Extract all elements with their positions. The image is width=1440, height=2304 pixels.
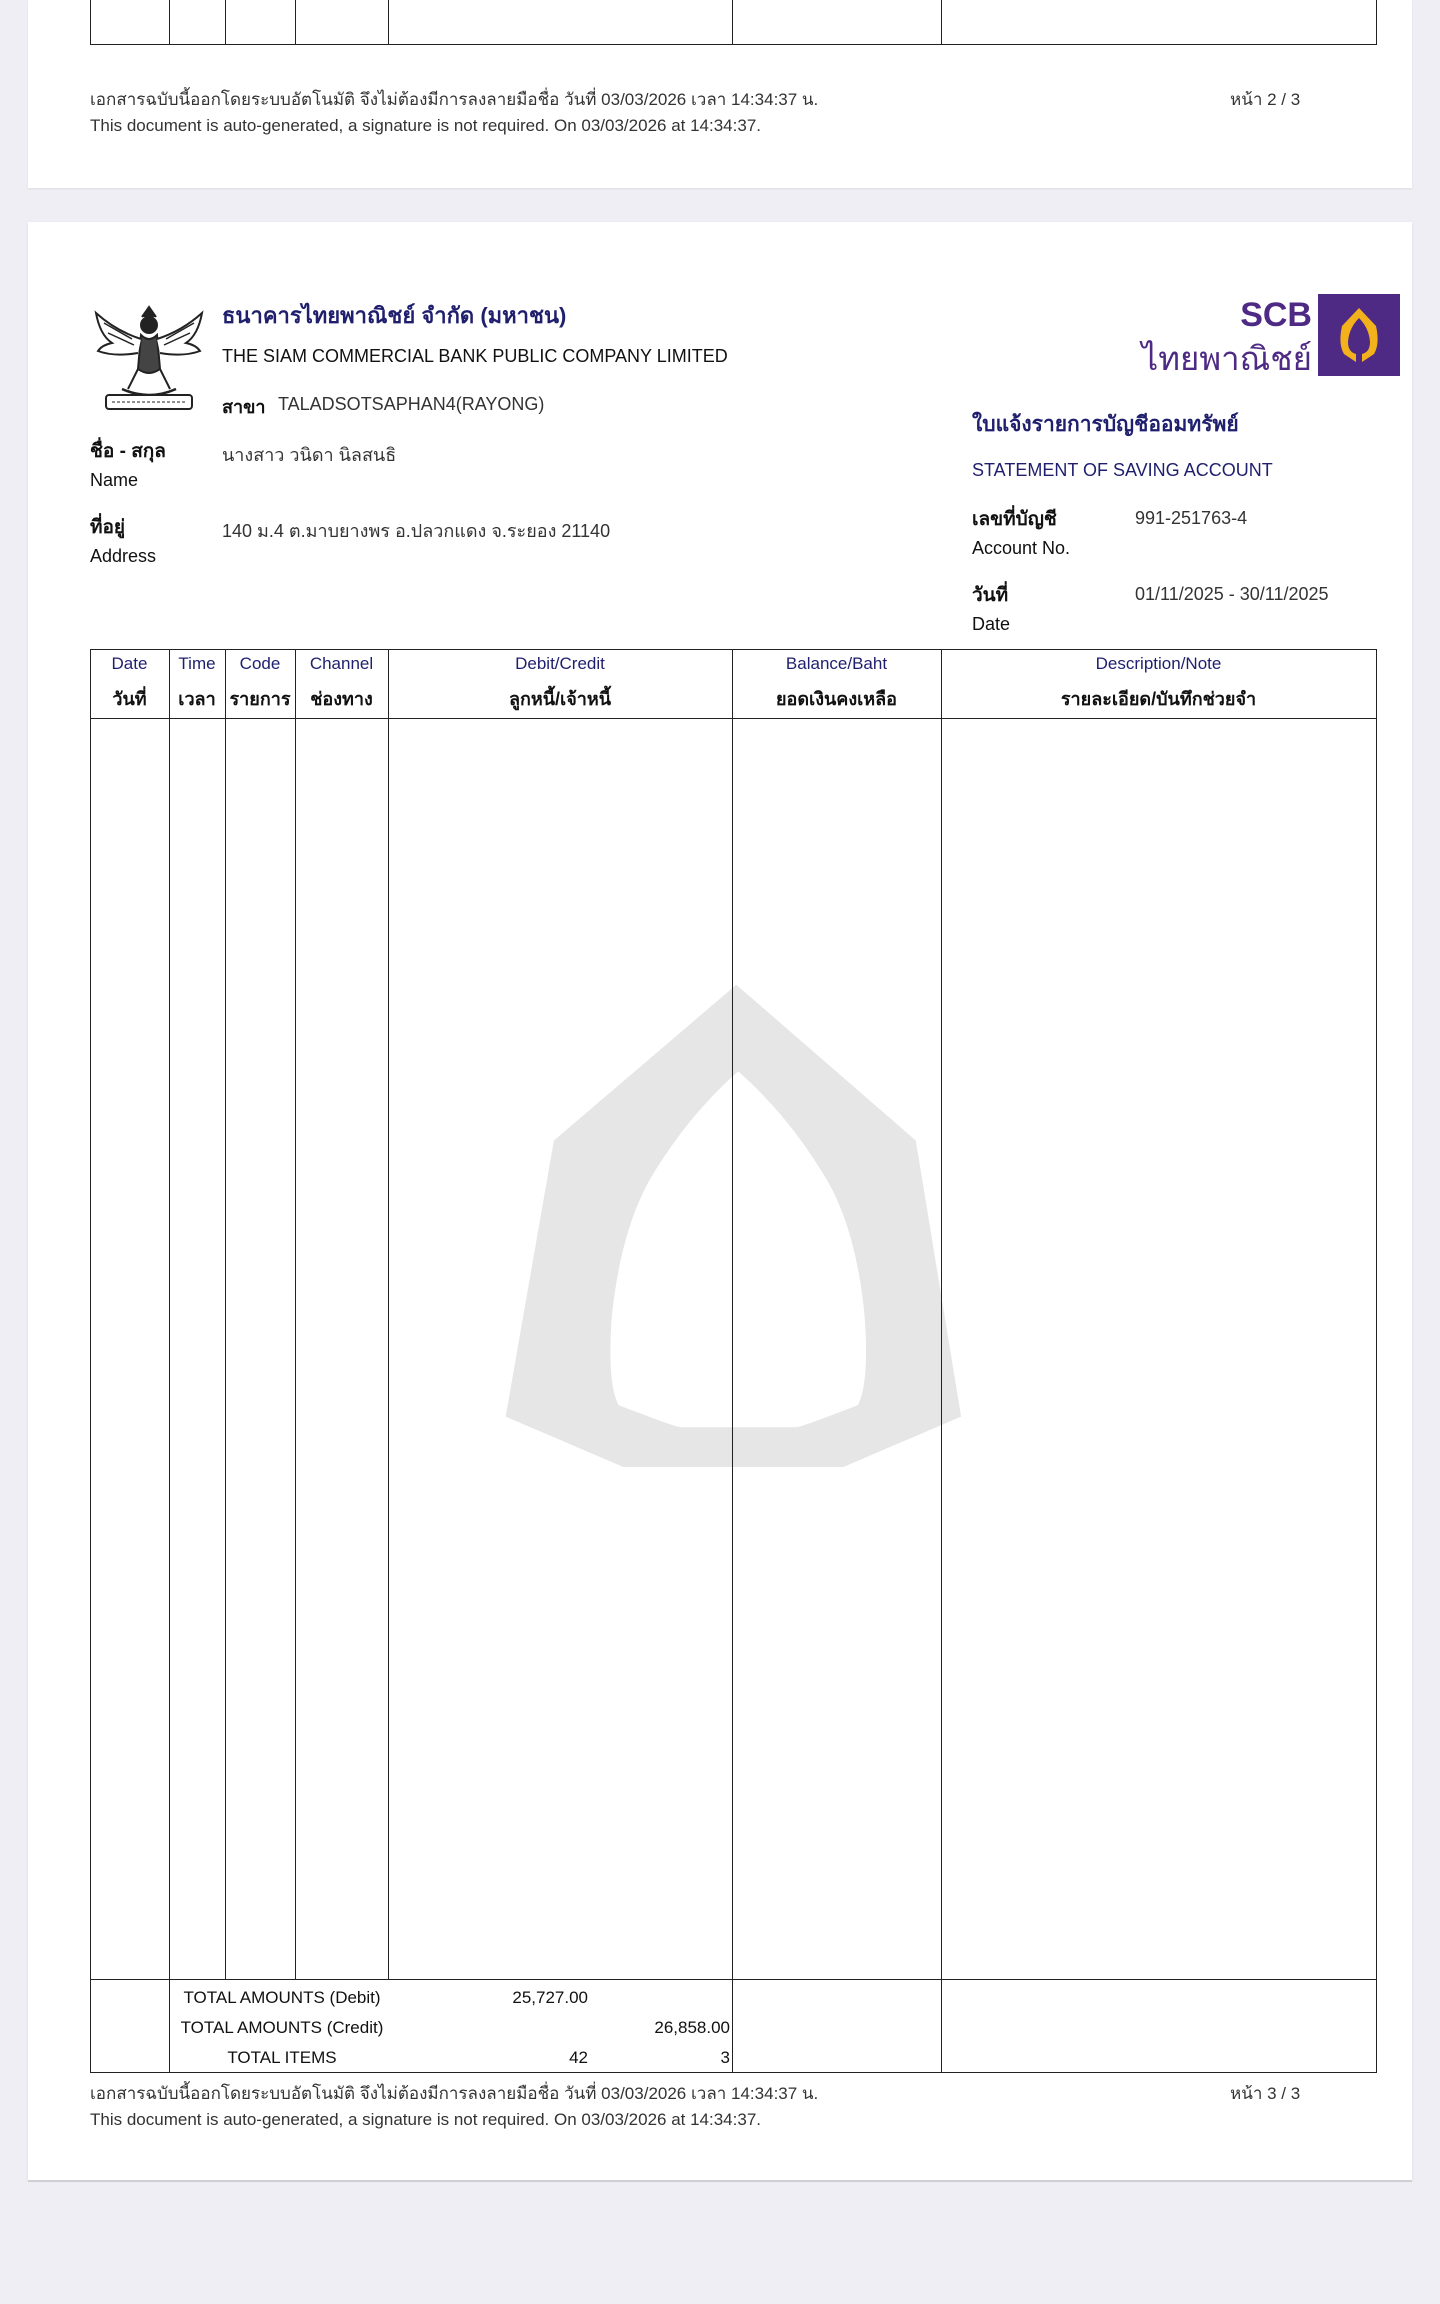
total-credit-label: TOTAL AMOUNTS (Credit) xyxy=(180,2018,384,2037)
table-border xyxy=(169,649,170,2073)
table-border xyxy=(90,0,91,44)
footer-note-en: This document is auto-generated, a signature is not required. On 03/03/2026 at 14:34:37. xyxy=(90,2110,761,2129)
footer-note-th: เอกสารฉบับนี้ออกโดยระบบอัตโนมัติ จึงไม่ต้องมีการลงลายมือชื่อ วันที่ 03/03/2026 เวลา 14:34:37 น. xyxy=(90,2084,819,2103)
table-border xyxy=(732,649,733,2073)
name-label-th: ชื่อ - สกุล xyxy=(90,441,166,462)
table-border xyxy=(295,0,296,44)
account-label-en: Account No. xyxy=(972,538,1071,558)
total-items-debit: 42 xyxy=(569,2048,588,2067)
table-border xyxy=(90,44,1377,45)
table-border xyxy=(90,649,1377,650)
column-header-debit-credit-th: ลูกหนี้/เจ้าหนี้ xyxy=(508,689,612,709)
date-label-th: วันที่ xyxy=(972,585,1009,606)
garuda-emblem-icon xyxy=(92,305,206,417)
total-items-credit: 3 xyxy=(720,2048,730,2067)
table-border xyxy=(225,0,226,44)
branch-value: TALADSOTSAPHAN4(RAYONG) xyxy=(278,394,545,414)
total-debit-value: 25,727.00 xyxy=(512,1988,588,2007)
table-border xyxy=(225,649,226,1980)
page-number: หน้า 3 / 3 xyxy=(1230,2084,1301,2103)
column-header-channel-th: ช่องทาง xyxy=(310,689,373,709)
footer-note-en: This document is auto-generated, a signature is not required. On 03/03/2026 at 14:34:37. xyxy=(90,116,761,135)
column-header-time-th: เวลา xyxy=(178,689,216,709)
page-number: หน้า 2 / 3 xyxy=(1230,90,1301,109)
column-header-balance-th: ยอดเงินคงเหลือ xyxy=(776,689,897,709)
date-label-en: Date xyxy=(972,614,1011,634)
name-value: นางสาว วนิดา นิลสนธิ xyxy=(222,445,397,465)
scb-logo-mark xyxy=(1318,294,1400,376)
date-value: 01/11/2025 - 30/11/2025 xyxy=(1135,584,1329,604)
statement-page xyxy=(28,222,1412,2180)
scb-logo-text-en: SCB xyxy=(1240,296,1312,334)
table-border xyxy=(90,2072,1377,2073)
branch-label: สาขา xyxy=(222,397,266,417)
table-border xyxy=(169,0,170,44)
column-header-balance-en: Balance/Baht xyxy=(785,654,888,673)
account-value: 991-251763-4 xyxy=(1135,508,1248,528)
table-border xyxy=(90,718,1377,719)
table-border xyxy=(941,0,942,44)
column-header-date-en: Date xyxy=(111,654,148,673)
table-border xyxy=(388,0,389,44)
column-header-channel-en: Channel xyxy=(309,654,374,673)
bank-name-th: ธนาคารไทยพาณิชย์ จำกัด (มหาชน) xyxy=(222,303,567,328)
column-header-date-th: วันที่ xyxy=(112,689,147,709)
total-items-label: TOTAL ITEMS xyxy=(227,2048,337,2067)
bank-name-en: THE SIAM COMMERCIAL BANK PUBLIC COMPANY LIMITED xyxy=(222,346,728,366)
statement-title-th: ใบแจ้งรายการบัญชีออมทรัพย์ xyxy=(972,413,1239,436)
table-border xyxy=(90,1979,1377,1980)
column-header-code-th: รายการ xyxy=(229,689,291,709)
table-border xyxy=(1376,0,1377,44)
previous-page xyxy=(28,0,1412,188)
column-header-code-en: Code xyxy=(239,654,281,673)
total-credit-value: 26,858.00 xyxy=(654,2018,730,2037)
name-label-en: Name xyxy=(90,470,139,490)
address-value: 140 ม.4 ต.มาบยางพร อ.ปลวกแดง จ.ระยอง 21140 xyxy=(222,521,611,541)
table-border xyxy=(295,649,296,1980)
table-border xyxy=(732,0,733,44)
table-border xyxy=(90,649,91,2073)
account-label-th: เลขที่บัญชี xyxy=(972,509,1057,530)
table-border xyxy=(941,649,942,2073)
scb-logo-text-th: ไทยพาณิชย์ xyxy=(1141,340,1312,377)
footer-note-th: เอกสารฉบับนี้ออกโดยระบบอัตโนมัติ จึงไม่ต้องมีการลงลายมือชื่อ วันที่ 03/03/2026 เวลา 14:34:37 น. xyxy=(90,90,819,109)
column-header-time-en: Time xyxy=(178,654,216,673)
address-label-en: Address xyxy=(90,546,157,566)
column-header-debit-credit-en: Debit/Credit xyxy=(515,654,605,673)
address-label-th: ที่อยู่ xyxy=(90,517,126,538)
statement-title-en: STATEMENT OF SAVING ACCOUNT xyxy=(972,460,1273,480)
scb-watermark-icon xyxy=(496,967,986,1467)
scb-logo-icon xyxy=(1118,292,1408,378)
total-debit-label: TOTAL AMOUNTS (Debit) xyxy=(183,1988,381,2007)
table-border xyxy=(1376,649,1377,2073)
column-header-description-th: รายละเอียด/บันทึกช่วยจำ xyxy=(1060,689,1257,709)
column-header-description-en: Description/Note xyxy=(1095,654,1222,673)
table-border xyxy=(388,649,389,1980)
